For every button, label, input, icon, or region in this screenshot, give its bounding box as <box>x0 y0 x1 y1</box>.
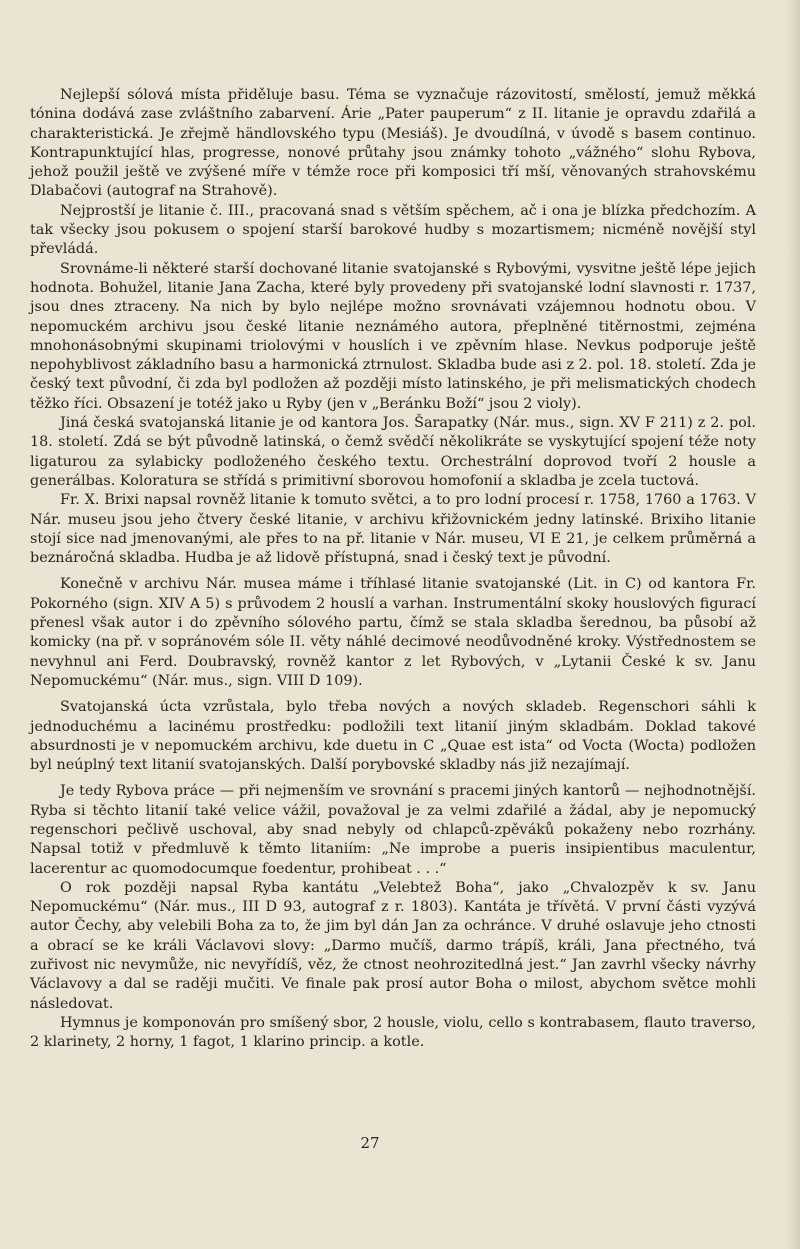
paragraph: Jiná česká svatojanská litanie je od kantora Jos. Šarapatky (Nár. mus., sign. XV F 211) z 2. pol. 18. století. Zdá se být původně latinská, o čemž svědčí několikráte se vyskytující spojení téže noty ligaturou za sylabicky podloženého českého textu. Orchestrální doprovod tvoří 2 housle a generálbas. Koloratura se střídá s primitivní sborovou homofonií a skladba je zcela tuctová. <box>30 415 756 489</box>
paragraph: Svatojanská úcta vzrůstala, bylo třeba nových a nových skladeb. Regenschori sáhli k jednoduchému a lacinému prostředku: podložili text litanií jiným skladbám. Doklad takové absurdnosti je v nepomuckém archivu, kde duetu in C „Quae est ista“ od Vocta (Wocta) podložen byl neúplný text litanií svatojanských. Další porybovské skladby nás již nezajímají. <box>30 699 756 774</box>
paragraph: Fr. X. Brixi napsal rovněž litanie k tomuto světci, a to pro lodní procesí r. 1758, 1760 a 1763. V Nár. museu jsou jeho čtvery české litanie, v archivu křižovnickém jedny latinské. Brixiho litanie stojí sice nad jmenovanými, ale přes to na př. litanie v Nár. museu, VI E 21, je celkem průměrná a beznáročná skladba. Hudba je až lidově přístupná, snad i český text je původní. <box>30 492 756 567</box>
paragraph: O rok později napsal Ryba kantátu „Velebtež Boha“, jako „Chvalozpěv k sv. Janu Nepomuckému“ (Nár. mus., III D 93, autograf z r. 1803). Kantáta je třívětá. V první části vyzývá autor Čechy, aby velebili Boha za to, že jim byl dán Jan za ochránce. V druhé oslavuje jeho ctnosti a obrací se ke králi Václavovi slovy: „Darmo mučíš, darmo trápíš, králi, Jana přectného, tvá zuřivost nic nevymůže, nic nevyřídíš, věz, že ctnost neohrozitedlná jest.“ Jan zavrhl všecky návrhy Václavovy a dal se raději mučiti. Ve finale pak prosí autor Boha o milost, abychom světce mohli následovat. <box>30 879 756 1012</box>
paragraph: Srovnáme-li některé starší dochované litanie svatojanské s Rybovými, vysvitne ještě lépe jejich hodnota. Bohužel, litanie Jana Zacha, které byly provedeny při svatojanské lodní slavnosti r. 1737, jsou dnes ztraceny. Na nich by bylo nejlépe možno srovnávati vzájemnou hodnotu obou. V nepomuckém archivu jsou české litanie neznámého autora, přeplněné titěrnostmi, zejména mnohonásobnými skupinami triolovými v houslích i ve zpěvním hlase. Nevkus podporuje ještě nepohyblivost základního basu a harmonická ztrnulost. Skladba bude asi z 2. pol. 18. století. Zda je český text původní, či zda byl podložen až později místo latinského, je při melismatických chodech těžko říci. Obsazení je totéž jako u Ryby (jen v „Beránku Boží“ jsou 2 violy). <box>30 260 756 412</box>
paragraph: Hymnus je komponován pro smíšený sbor, 2 housle, violu, cello s kontrabasem, flauto traverso, 2 klarinety, 2 horny, 1 fagot, 1 klarino princip. a kotle. <box>30 1014 756 1051</box>
paragraph: Nejprostší je litanie č. III., pracovaná snad s větším spěchem, ač i ona je blízka předchozím. A tak všecky jsou pokusem o spojení starší barokové hudby s mozartismem; nicméně novější styl převládá. <box>30 202 756 258</box>
paragraph: Je tedy Rybova práce — při nejmenším ve srovnání s pracemi jiných kantorů — nejhodnotnější. Ryba si těchto litanií také velice vážil, považoval je za velmi zdařilé a žádal, aby je nepomucký regenschori pečlivě uschoval, aby snad nebyly od chlapců-zpěváků pokaženy nebo rozrhány. Napsal totiž v předmluvě k těmto litaniím: „Ne improbe a pueris insipientibus maculentur, lacerentur ac quomodocumque foedentur, prohibeat . . .“ <box>30 783 756 877</box>
paragraph: Konečně v archivu Nár. musea máme i tříhlasé litanie svatojanské (Lit. in C) od kantora Fr. Pokorného (sign. XIV A 5) s průvodem 2 houslí a varhan. Instrumentální skoky houslových figurací přenesl však autor i do zpěvního sólového partu, čímž se stala skladba šerednou, ba působí až komicky (na př. v sopránovém sóle II. věty náhlé decimové neodůvodněné kroky. Výstřednostem se nevyhnul ani Ferd. Doubravský, rovněž kantor z let Rybových, v „Lytanii České k sv. Janu Nepomuckému“ (Nár. mus., sign. VIII D 109). <box>30 576 756 689</box>
page-number: 27 <box>360 1134 380 1152</box>
paragraph: Nejlepší sólová místa přiděluje basu. Téma se vyznačuje rázovitostí, smělostí, jemuž měkká tónina dodává zase zvláštního zabarvení. Árie „Pater pauperum“ z II. litanie je opravdu zdařilá a charakteristická. Je zřejmě händlovského typu (Mesiáš). Je dvoudílná, v úvodě s basem continuo. Kontrapunktující hlas, progresse, nonové průtahy jsou známky tohoto „vážného“ slohu Rybova, jehož použil ještě ve zvýšené míře v témže roce při komposici tří mší, věnovaných strahovskému Dlabačovi (autograf na Strahově). <box>30 87 756 200</box>
page-edge-shadow <box>786 0 800 1249</box>
body-text <box>30 86 756 1053</box>
